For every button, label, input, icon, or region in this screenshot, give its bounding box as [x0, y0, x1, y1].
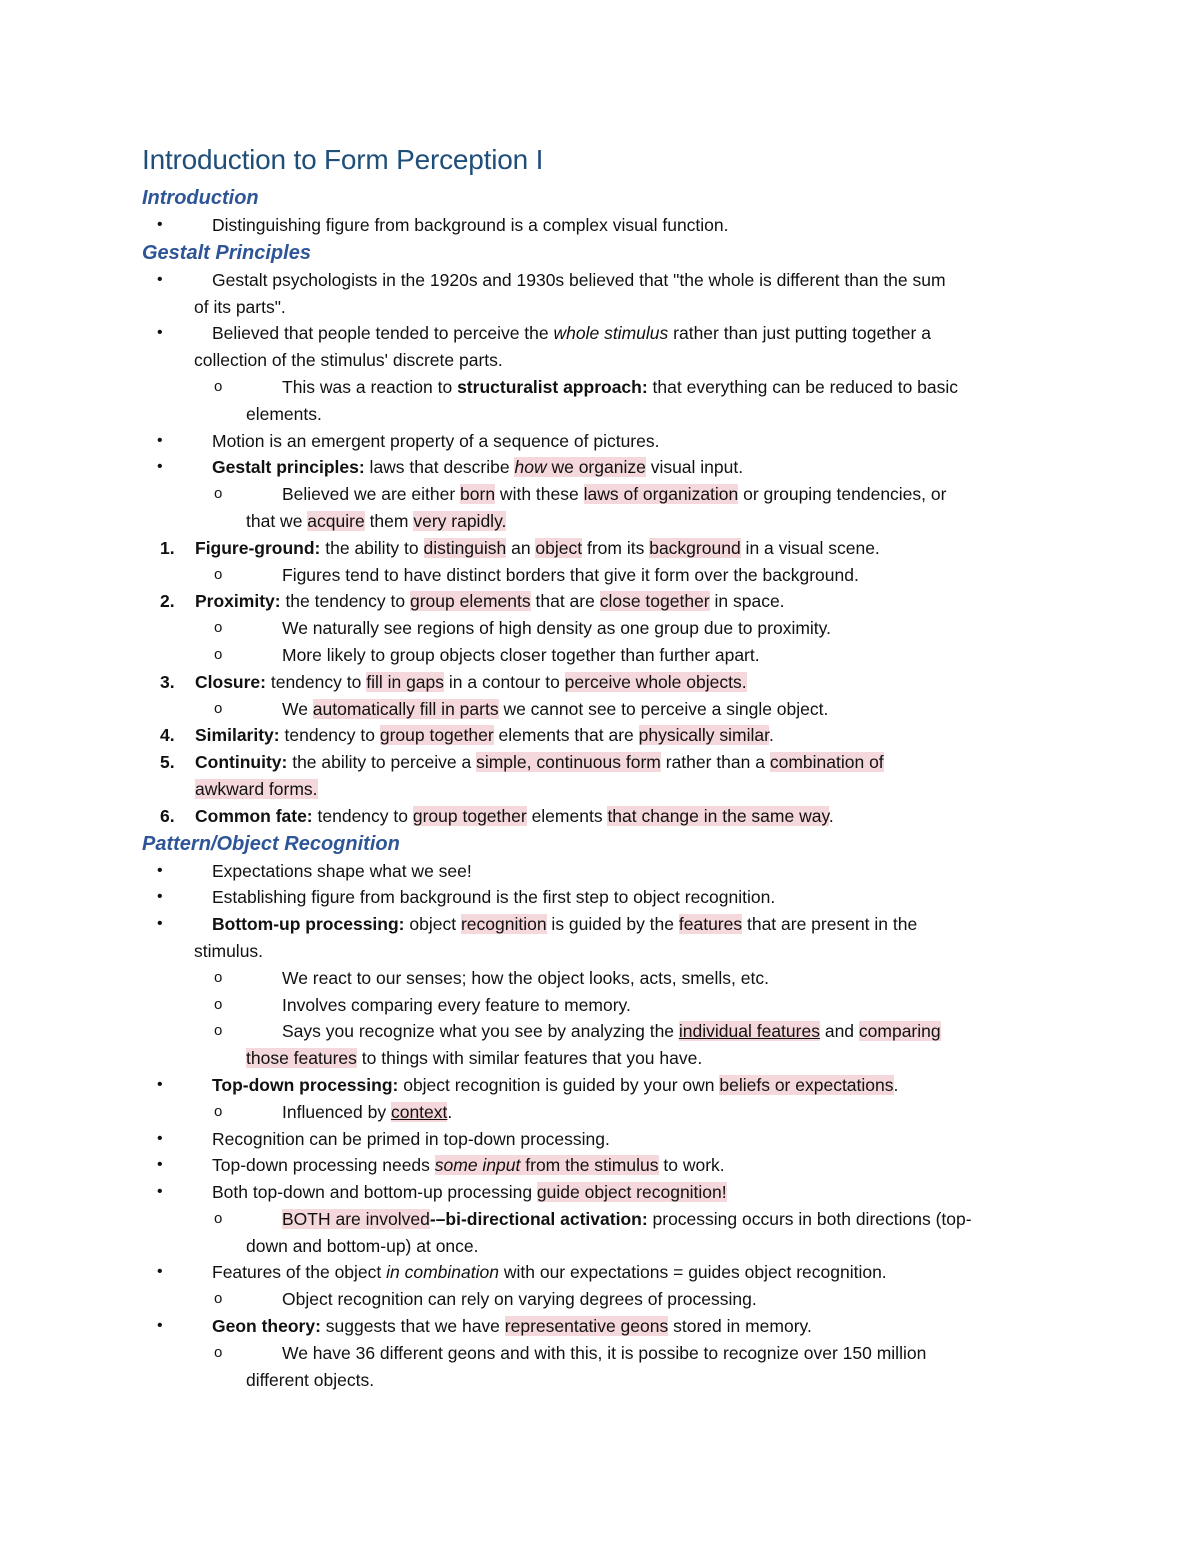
list-item: • Gestalt psychologists in the 1920s and 1930s believed that "the whole is different than the sum of its parts".	[142, 267, 1062, 321]
bullet-icon: •	[157, 431, 163, 449]
section-heading-pattern-recognition: Pattern/Object Recognition	[142, 832, 400, 855]
list-item: • Bottom-up processing: object recognition is guided by the features that are present in the stimulus.	[142, 911, 1062, 965]
bullet-icon: •	[157, 1317, 163, 1335]
circle-bullet-icon: o	[214, 565, 223, 583]
numbered-item: 5. Continuity: the ability to perceive a simple, continuous form rather than a combination of awkward forms.	[160, 752, 884, 799]
numbered-item: 3. Closure: tendency to fill in gaps in a contour to perceive whole objects.	[160, 671, 747, 692]
sub-list-item: o Influenced by context.	[142, 1099, 1062, 1126]
bullet-icon: •	[157, 1263, 163, 1281]
bullet-icon: •	[157, 1075, 163, 1093]
numbered-item: 2. Proximity: the tendency to group elements that are close together in space.	[160, 591, 785, 612]
list-item: • Believed that people tended to perceive the whole stimulus rather than just putting together a collection of the stimulus' discrete parts.	[142, 320, 1062, 374]
document-page	[142, 140, 1062, 1393]
section-heading-gestalt: Gestalt Principles	[142, 241, 311, 264]
numbered-item: 4. Similarity: tendency to group together elements that are physically similar.	[160, 725, 774, 746]
sub-list-item: o We have 36 different geons and with this, it is possibe to recognize over 150 million different objects.	[142, 1340, 1062, 1394]
list-item: • Recognition can be primed in top-down processing.	[142, 1126, 1062, 1153]
sub-list-item: o We naturally see regions of high density as one group due to proximity.	[142, 615, 1062, 642]
page-title: Introduction to Form Perception I	[142, 144, 544, 175]
circle-bullet-icon: o	[214, 968, 223, 986]
sub-list-item: o Believed we are either born with these laws of organization or grouping tendencies, or that we acquire them very rapidly.	[142, 481, 1062, 535]
sub-list-item: o Involves comparing every feature to memory.	[142, 992, 1062, 1019]
sub-list-item: o BOTH are involved-–bi-directional activation: processing occurs in both directions (top- down and bottom-up) at once.	[142, 1206, 1062, 1260]
sub-list-item: o Says you recognize what you see by analyzing the individual features and comparing those features to things with similar features that you have.	[142, 1018, 1062, 1072]
list-item: • Gestalt principles: laws that describe how we organize visual input.	[142, 454, 1062, 481]
list-item: • Motion is an emergent property of a sequence of pictures.	[142, 428, 1062, 455]
list-item: • Establishing figure from background is the first step to object recognition.	[142, 884, 1062, 911]
circle-bullet-icon: o	[214, 1022, 223, 1040]
list-item: • Geon theory: suggests that we have representative geons stored in memory.	[142, 1313, 1062, 1340]
sub-list-item: o We automatically fill in parts we cannot see to perceive a single object.	[142, 696, 1062, 723]
bullet-icon: •	[157, 888, 163, 906]
circle-bullet-icon: o	[214, 377, 223, 395]
bullet-icon: •	[157, 1156, 163, 1174]
bullet-icon: •	[157, 458, 163, 476]
numbered-item: 1. Figure-ground: the ability to distinguish an object from its background in a visual scene.	[160, 537, 880, 558]
circle-bullet-icon: o	[214, 1290, 223, 1308]
circle-bullet-icon: o	[214, 1343, 223, 1361]
bullet-icon: •	[157, 1183, 163, 1201]
sub-list-item: o Object recognition can rely on varying degrees of processing.	[142, 1286, 1062, 1313]
list-item: • Top-down processing: object recognition is guided by your own beliefs or expectations.	[142, 1072, 1062, 1099]
circle-bullet-icon: o	[214, 645, 223, 663]
list-item: • Features of the object in combination with our expectations = guides object recognition.	[142, 1259, 1062, 1286]
sub-list-item: o More likely to group objects closer together than further apart.	[142, 642, 1062, 669]
circle-bullet-icon: o	[214, 485, 223, 503]
circle-bullet-icon: o	[214, 1209, 223, 1227]
list-item: • Distinguishing figure from background is a complex visual function.	[142, 212, 1062, 239]
circle-bullet-icon: o	[214, 619, 223, 637]
bullet-icon: •	[157, 915, 163, 933]
sub-list-item: o Figures tend to have distinct borders that give it form over the background.	[142, 562, 1062, 589]
circle-bullet-icon: o	[214, 1102, 223, 1120]
section-heading-introduction: Introduction	[142, 187, 259, 209]
bullet-icon: •	[157, 270, 163, 288]
list-item: • Both top-down and bottom-up processing guide object recognition!	[142, 1179, 1062, 1206]
sub-list-item: o We react to our senses; how the object looks, acts, smells, etc.	[142, 965, 1062, 992]
bullet-icon: •	[157, 324, 163, 342]
circle-bullet-icon: o	[214, 995, 223, 1013]
bullet-icon: •	[157, 216, 163, 233]
list-item: • Expectations shape what we see!	[142, 858, 1062, 885]
circle-bullet-icon: o	[214, 699, 223, 717]
numbered-item: 6. Common fate: tendency to group together elements that change in the same way.	[160, 805, 834, 826]
bullet-icon: •	[157, 1129, 163, 1147]
list-item: • Top-down processing needs some input from the stimulus to work.	[142, 1152, 1062, 1179]
sub-list-item: o This was a reaction to structuralist approach: that everything can be reduced to basic elements.	[142, 374, 1062, 428]
bullet-icon: •	[157, 861, 163, 879]
